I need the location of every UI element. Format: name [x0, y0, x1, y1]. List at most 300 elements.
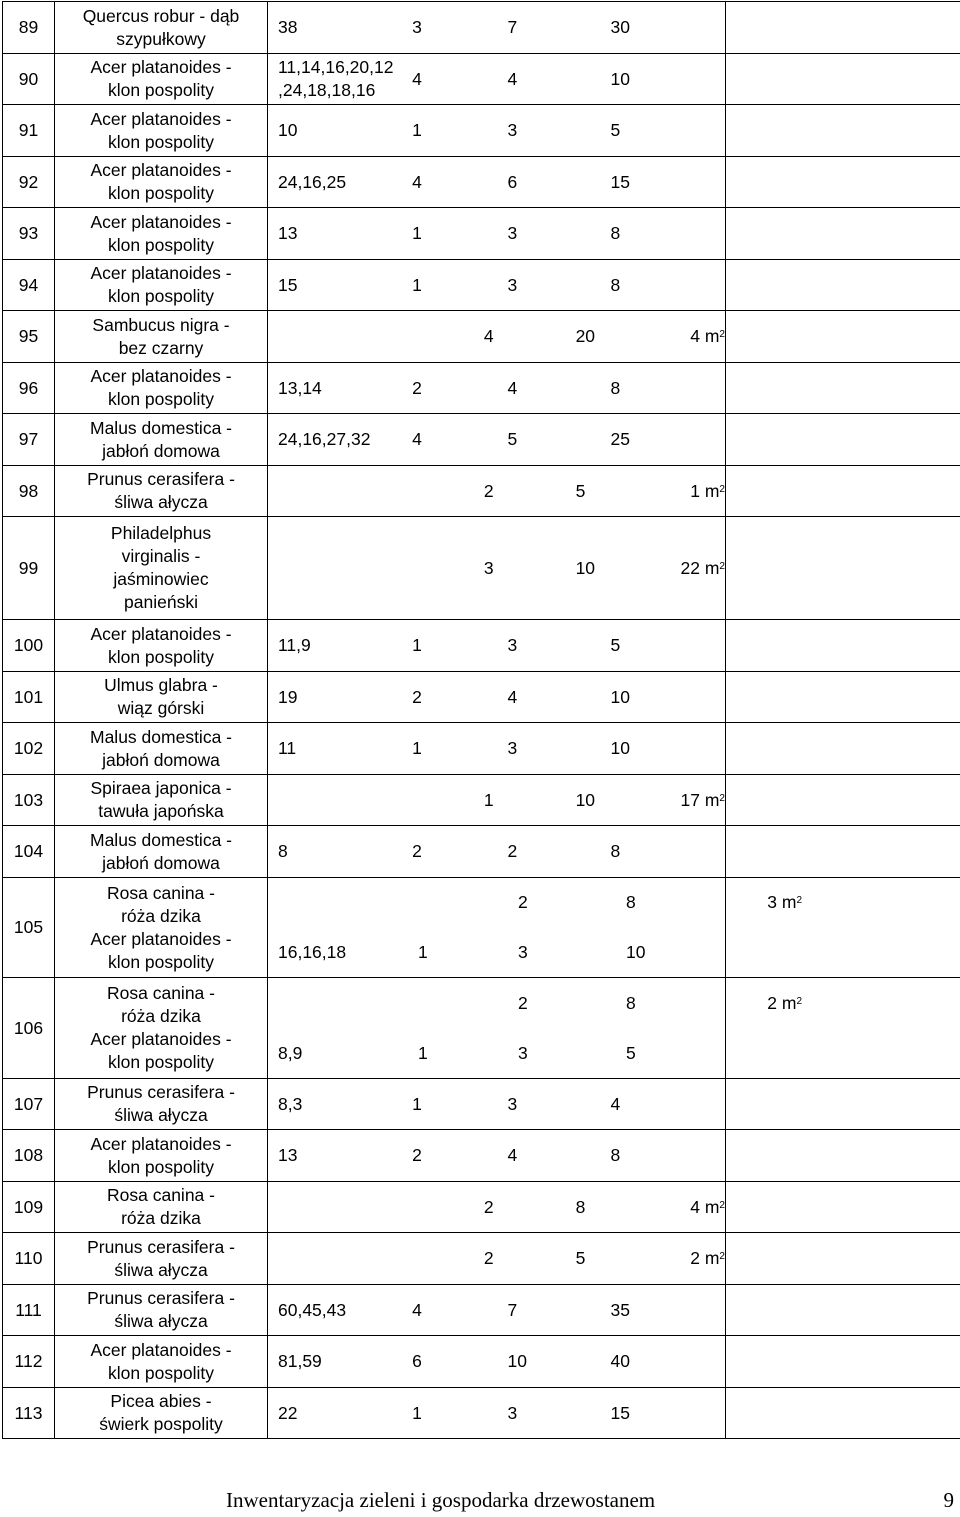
measurement-data [268, 363, 726, 414]
notes-cell [726, 2, 960, 54]
species-name-line: Acer platanoides - [90, 1133, 232, 1154]
table-row [3, 1336, 960, 1388]
measurement-data [268, 54, 726, 105]
shrub-area-cell [746, 891, 802, 914]
data-line [268, 1144, 725, 1167]
row-number: 95 [3, 311, 55, 363]
crown-diameter: 10 [610, 686, 631, 707]
data-line [268, 56, 725, 102]
species-name [55, 363, 268, 414]
crown-diameter: 5 [626, 1042, 636, 1063]
trunk-count: 4 [412, 1299, 422, 1320]
measurement-data [268, 208, 726, 260]
species-name-line: Prunus cerasifera - [87, 1288, 235, 1308]
crown-diameter: 10 [626, 941, 646, 962]
shrub-area-cell [677, 480, 725, 503]
measurement-data [268, 878, 802, 978]
species-name [55, 620, 268, 672]
notes-cell [726, 1285, 960, 1336]
trunk-circumference: 8,9 [278, 1042, 303, 1063]
measurement-data [268, 1079, 726, 1130]
species-name-line: Malus domestica - [90, 417, 232, 438]
table-row [3, 311, 960, 363]
measurement-data [268, 1182, 726, 1233]
crown-diameter: 8 [610, 223, 621, 243]
species-name [55, 878, 268, 978]
species-name-line: Acer platanoides - [90, 1339, 232, 1360]
species-name-line: klon pospolity [107, 1362, 215, 1383]
unit-superscript: 2 [719, 792, 725, 804]
row-number: 102 [3, 723, 55, 775]
notes-cell [726, 1182, 960, 1233]
species-name-line: Rosa canina - [107, 983, 215, 1003]
measurement-data [268, 466, 726, 517]
data-line [268, 634, 725, 657]
height: 3 [518, 1042, 528, 1063]
trunk-circumference: 24,16,27,32 [278, 429, 371, 449]
table-row [3, 208, 960, 260]
crown-diameter: 8 [610, 1145, 621, 1165]
species-name-line: klon pospolity [107, 1052, 215, 1072]
notes-cell [726, 1079, 960, 1130]
row-number: 106 [3, 978, 55, 1079]
notes-cell [726, 311, 960, 363]
species-name [55, 105, 268, 157]
species-name [55, 157, 268, 208]
species-name-line: Acer platanoides - [90, 108, 232, 129]
species-name-line: klon pospolity [107, 389, 215, 409]
measurement-data [268, 414, 726, 466]
height: 4 [507, 377, 518, 398]
crown-diameter: 10 [575, 557, 596, 578]
footer-page-number: 9 [943, 1488, 954, 1512]
inventory-table [2, 1, 960, 1439]
species-name-line: klon pospolity [107, 234, 215, 255]
row-number: 92 [3, 157, 55, 208]
trunk-count: 1 [412, 1093, 422, 1114]
unit-superscript: 2 [796, 995, 802, 1007]
notes-cell [726, 1130, 960, 1182]
row-number: 105 [3, 878, 55, 978]
measurement-data [268, 260, 726, 311]
data-line [268, 941, 746, 964]
height: 3 [507, 223, 518, 243]
shrub-area: 3 m [767, 892, 797, 913]
crown-diameter: 40 [610, 1351, 631, 1371]
crown-diameter: 5 [610, 635, 621, 655]
data-line [268, 686, 725, 709]
trunk-circumference: 24,16,25 [278, 171, 347, 192]
height: 3 [507, 635, 518, 655]
species-name-line: klon pospolity [107, 646, 215, 667]
trunk-circumference: 10 [278, 120, 298, 140]
table-row [3, 672, 960, 723]
notes-cell [726, 208, 960, 260]
table-row [3, 1182, 960, 1233]
unit-superscript: 2 [719, 1251, 725, 1262]
row-number: 91 [3, 105, 55, 157]
notes-cell [726, 826, 960, 878]
shrub-area-cell [677, 325, 725, 348]
trunk-circumference: 11,9 [278, 635, 311, 655]
measurement-data [268, 1130, 726, 1182]
species-name-line: Acer platanoides - [90, 366, 232, 386]
species-name [55, 1079, 268, 1130]
species-name-line: panieński [124, 592, 198, 612]
species-name-line: Acer platanoides - [90, 263, 232, 283]
species-name-line: klon pospolity [107, 951, 215, 972]
shrub-area-cell [746, 992, 802, 1015]
shrub-area: 2 m [690, 1248, 720, 1268]
height: 3 [518, 941, 528, 962]
crown-diameter: 8 [610, 377, 621, 398]
trunk-circumference: 13 [278, 1145, 298, 1165]
height: 7 [507, 1299, 518, 1320]
trunk-count: 4 [412, 171, 422, 192]
measurement-data [268, 1233, 726, 1285]
species-name [55, 260, 268, 311]
row-number: 110 [3, 1233, 55, 1285]
species-name [55, 978, 268, 1079]
notes-cell [726, 54, 960, 105]
species-name-line: Philadelphus [110, 523, 212, 543]
species-name-line: klon pospolity [107, 183, 215, 203]
measurement-data [268, 1388, 726, 1439]
species-name-line: świerk pospolity [99, 1414, 223, 1434]
height: 3 [507, 120, 518, 140]
footer-title: Inwentaryzacja zieleni i gospodarka drzewostanem [226, 1488, 656, 1512]
trunk-circumference: 8 [278, 841, 288, 861]
species-name [55, 1182, 268, 1233]
species-name [55, 826, 268, 878]
shrub-area-cell [677, 1247, 725, 1270]
measurement-data [268, 826, 726, 878]
height: 4 [507, 68, 518, 89]
crown-diameter: 10 [610, 68, 631, 89]
crown-diameter: 8 [626, 992, 636, 1013]
species-name-line: śliwa ałycza [114, 492, 208, 512]
species-name-line: Prunus cerasifera - [87, 469, 235, 489]
species-name-line: śliwa ałycza [114, 1105, 208, 1125]
row-number: 100 [3, 620, 55, 672]
height: 2 [518, 992, 528, 1013]
species-name [55, 466, 268, 517]
measurement-subrow [268, 878, 802, 928]
shrub-area-cell [677, 789, 725, 812]
species-name [55, 1336, 268, 1388]
data-line [268, 737, 725, 760]
unit-superscript: 2 [719, 329, 725, 340]
species-name-line: róża dzika [121, 1006, 201, 1026]
species-name [55, 1388, 268, 1439]
data-line [268, 1299, 725, 1322]
species-name-line: wiąz górski [117, 698, 205, 718]
row-number: 96 [3, 363, 55, 414]
table-row [3, 878, 960, 978]
row-number: 97 [3, 414, 55, 466]
table-row [3, 826, 960, 878]
crown-diameter: 25 [610, 429, 631, 449]
species-name-line: Rosa canina - [107, 1185, 215, 1205]
data-line [268, 840, 725, 863]
height: 5 [507, 429, 518, 449]
species-name-line: bez czarny [118, 337, 204, 358]
height: 10 [507, 1351, 528, 1371]
data-line [268, 1042, 746, 1065]
table-row [3, 260, 960, 311]
shrub-area: 1 m [690, 480, 720, 501]
data-line [268, 557, 725, 580]
height: 2 [483, 1196, 494, 1217]
species-name-line: śliwa ałycza [114, 1311, 208, 1331]
measurement-data [268, 2, 726, 54]
unit-superscript: 2 [719, 1199, 725, 1211]
species-name [55, 1285, 268, 1336]
species-name [55, 517, 268, 620]
height: 2 [483, 480, 494, 501]
species-name-line: klon pospolity [107, 131, 215, 152]
notes-cell [726, 1388, 960, 1439]
notes-cell [726, 620, 960, 672]
data-line [268, 119, 725, 142]
height: 4 [483, 326, 494, 346]
species-name [55, 208, 268, 260]
trunk-count: 2 [412, 686, 422, 707]
species-name-line: Acer platanoides - [90, 928, 232, 949]
measurement-data [268, 311, 726, 363]
species-name [55, 414, 268, 466]
height: 3 [507, 1402, 518, 1423]
species-name-line: Acer platanoides - [90, 211, 232, 232]
species-name-line: róża dzika [121, 905, 201, 926]
table-row [3, 1079, 960, 1130]
crown-diameter: 35 [610, 1299, 631, 1320]
species-name-line: virginalis - [121, 546, 201, 566]
table-row [3, 723, 960, 775]
data-line [268, 1350, 725, 1373]
table-row [3, 978, 960, 1079]
unit-superscript: 2 [719, 560, 725, 572]
crown-diameter: 4 [610, 1093, 621, 1114]
row-number: 107 [3, 1079, 55, 1130]
crown-diameter: 8 [610, 841, 621, 861]
notes-cell [726, 414, 960, 466]
crown-diameter: 5 [610, 120, 621, 140]
height: 4 [507, 686, 518, 707]
notes-cell [726, 1233, 960, 1285]
trunk-count: 1 [412, 223, 422, 243]
notes-cell [726, 105, 960, 157]
trunk-circumference: 13,14 [278, 377, 322, 398]
height: 2 [518, 892, 528, 913]
data-line [268, 222, 725, 245]
unit-superscript: 2 [719, 483, 725, 495]
measurement-data [268, 723, 726, 775]
row-number: 111 [3, 1285, 55, 1336]
row-number: 90 [3, 54, 55, 105]
row-number: 104 [3, 826, 55, 878]
trunk-circumference: 19 [278, 686, 298, 707]
trunk-count: 2 [412, 377, 422, 398]
trunk-count: 1 [412, 274, 422, 295]
table-row [3, 54, 960, 105]
species-name [55, 1233, 268, 1285]
trunk-circumference: 11 [278, 738, 297, 758]
species-name-line: jabłoń domowa [102, 852, 220, 873]
notes-cell [726, 723, 960, 775]
height: 6 [507, 171, 518, 192]
data-line [268, 992, 802, 1015]
table-row [3, 517, 960, 620]
crown-diameter: 10 [610, 738, 631, 758]
measurement-subrow [268, 928, 725, 978]
species-name-line: jaśminowiec [113, 569, 209, 589]
species-name-line: jabłoń domowa [102, 440, 220, 461]
shrub-area: 4 m [690, 326, 720, 346]
data-line [268, 325, 725, 348]
measurement-subrow [268, 1028, 725, 1078]
data-line [268, 1247, 725, 1270]
trunk-circumference: 38 [278, 17, 298, 37]
table-row [3, 363, 960, 414]
trunk-count: 4 [412, 429, 422, 449]
row-number: 113 [3, 1388, 55, 1439]
crown-diameter: 30 [610, 17, 631, 37]
row-number: 109 [3, 1182, 55, 1233]
data-line [268, 789, 725, 812]
species-name-line: Prunus cerasifera - [87, 1082, 235, 1102]
measurement-data [268, 517, 726, 620]
height: 3 [507, 274, 518, 295]
notes-cell [726, 517, 960, 620]
height: 3 [507, 738, 518, 758]
crown-diameter: 15 [610, 1402, 631, 1423]
row-number: 101 [3, 672, 55, 723]
species-name-line: róża dzika [121, 1208, 201, 1228]
measurement-data [268, 157, 726, 208]
data-line [268, 891, 802, 914]
crown-diameter: 20 [575, 326, 596, 346]
species-name [55, 723, 268, 775]
crown-diameter: 8 [626, 892, 636, 913]
species-name-line: klon pospolity [107, 80, 215, 100]
data-line [268, 274, 725, 297]
trunk-circumference: 16,16,18 [278, 941, 347, 962]
shrub-area-cell [677, 1196, 725, 1219]
unit-superscript: 2 [796, 895, 802, 907]
crown-diameter: 10 [575, 789, 596, 810]
table-row [3, 414, 960, 466]
trunk-count: 1 [412, 1402, 422, 1423]
table-row [3, 620, 960, 672]
species-name [55, 54, 268, 105]
crown-diameter: 5 [575, 480, 586, 501]
table-row [3, 157, 960, 208]
species-name [55, 311, 268, 363]
measurement-data [268, 775, 726, 826]
measurement-data [268, 620, 726, 672]
species-name-line: Ulmus glabra - [104, 675, 218, 695]
height: 7 [507, 17, 518, 37]
inventory-table-body [3, 2, 960, 1439]
species-name [55, 2, 268, 54]
species-name-line: Acer platanoides - [90, 57, 232, 77]
table-row [3, 2, 960, 54]
data-line [268, 1196, 725, 1219]
species-name-line: Spiraea japonica - [90, 778, 232, 798]
trunk-count: 3 [412, 17, 422, 37]
trunk-circumference: 15 [278, 274, 298, 295]
species-name-line: tawuła japońska [98, 801, 224, 821]
data-line [268, 171, 725, 194]
measurement-data [268, 1336, 726, 1388]
table-row [3, 1233, 960, 1285]
species-name-line: klon pospolity [107, 1156, 215, 1177]
height: 3 [483, 557, 494, 578]
notes-cell [726, 157, 960, 208]
species-name [55, 775, 268, 826]
notes-cell [726, 775, 960, 826]
height: 3 [507, 1093, 518, 1114]
measurement-subrow [268, 978, 802, 1028]
notes-cell [726, 1336, 960, 1388]
notes-cell [726, 672, 960, 723]
height: 4 [507, 1145, 518, 1165]
species-name-line: śliwa ałycza [114, 1259, 208, 1280]
species-name-line: Prunus cerasifera - [87, 1236, 235, 1257]
data-line [268, 480, 725, 503]
measurement-data [268, 1285, 726, 1336]
species-name-line: Picea abies - [110, 1391, 212, 1411]
trunk-count: 1 [418, 1042, 428, 1063]
trunk-count: 4 [412, 68, 422, 89]
measurement-data [268, 105, 726, 157]
species-name-line: Acer platanoides - [90, 160, 232, 180]
data-line [268, 1402, 725, 1425]
species-name-line: Quercus robur - dąb [82, 5, 240, 26]
trunk-circumference: 22 [278, 1402, 298, 1423]
trunk-circumference: 11,14,16,20,12 ,24,18,18,16 [278, 57, 394, 100]
shrub-area: 17 m [680, 789, 720, 810]
trunk-count: 1 [418, 941, 428, 962]
table-row [3, 775, 960, 826]
table-row [3, 1388, 960, 1439]
species-name-line: Sambucus nigra - [92, 314, 230, 335]
species-name-line: Acer platanoides - [90, 1029, 232, 1049]
table-row [3, 466, 960, 517]
row-number: 112 [3, 1336, 55, 1388]
trunk-circumference: 13 [278, 223, 298, 243]
notes-cell [726, 466, 960, 517]
species-name-line: szypułkowy [116, 28, 206, 49]
row-number: 99 [3, 517, 55, 620]
row-number: 89 [3, 2, 55, 54]
species-name [55, 672, 268, 723]
crown-diameter: 15 [610, 171, 631, 192]
trunk-count: 2 [412, 1145, 422, 1165]
row-number: 108 [3, 1130, 55, 1182]
measurement-data [268, 978, 802, 1079]
data-line [268, 1093, 725, 1116]
crown-diameter: 8 [575, 1196, 586, 1217]
species-name-line: klon pospolity [107, 286, 215, 306]
species-name-line: Acer platanoides - [90, 623, 232, 644]
shrub-area: 4 m [690, 1196, 720, 1217]
row-number: 98 [3, 466, 55, 517]
species-name-line: Rosa canina - [107, 882, 215, 903]
notes-cell [726, 260, 960, 311]
trunk-count: 2 [412, 841, 422, 861]
